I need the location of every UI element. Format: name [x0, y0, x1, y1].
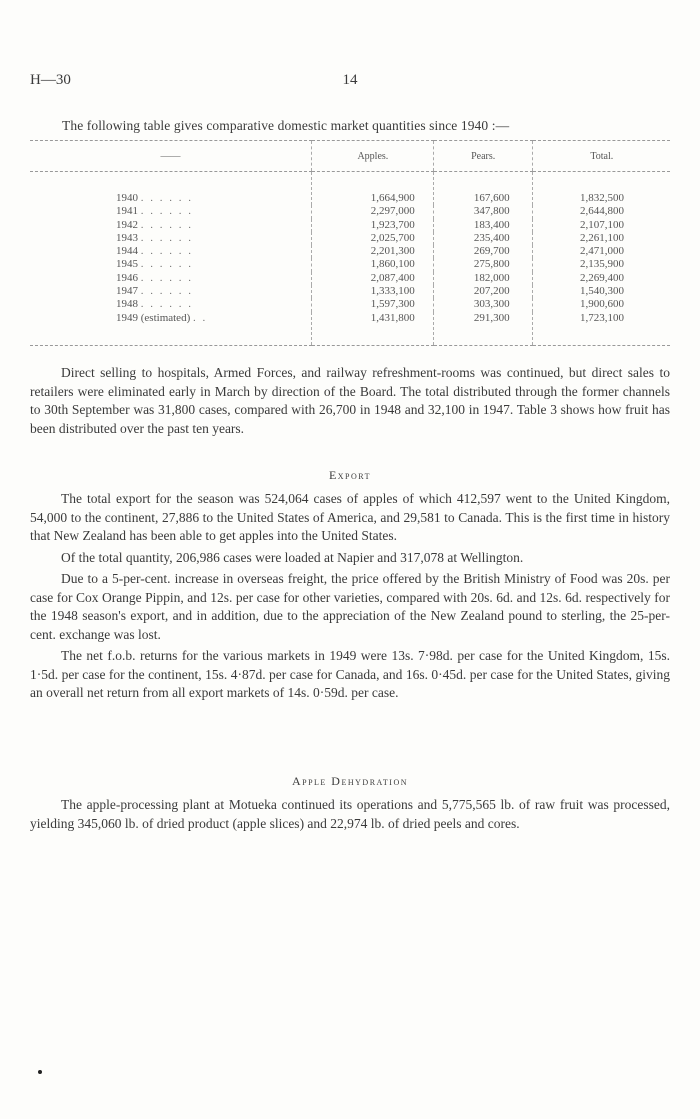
cell-apples: 1,860,100: [311, 258, 433, 271]
row-label: 1941 . . . . . .: [116, 205, 193, 218]
table-row: [30, 172, 670, 206]
cell-total: 2,269,400: [532, 272, 670, 285]
column-header-pears: Pears.: [433, 141, 532, 172]
cell-apples: 2,201,300: [311, 245, 433, 258]
cell-total: 2,135,900: [532, 258, 670, 271]
row-label: 1948 . . . . . .: [116, 298, 193, 311]
cell-apples: 1,333,100: [311, 285, 433, 298]
cell-total: 1,900,600: [532, 298, 670, 311]
cell-total: 2,261,100: [532, 232, 670, 245]
cell-apples: 1,923,700: [311, 219, 433, 232]
export-section: [30, 490, 670, 703]
cell-total: 2,471,000: [532, 245, 670, 258]
column-header-apples: Apples.: [311, 141, 433, 172]
cell-apples: 1,664,900: [311, 172, 433, 206]
table-row: [30, 205, 670, 218]
row-label: 1944 . . . . . .: [116, 245, 193, 258]
row-label: 1947 . . . . . .: [116, 285, 193, 298]
direct-selling-section: [30, 364, 670, 438]
row-label: 1942 . . . . . .: [116, 218, 193, 231]
table-intro: The following table gives comparative domestic market quantities since 1940 :—: [62, 118, 510, 133]
cell-total: 2,644,800: [532, 205, 670, 218]
table-row: [30, 272, 670, 285]
column-header-total: Total.: [532, 141, 670, 172]
cell-total: 1,832,500: [532, 172, 670, 206]
table-row: [30, 258, 670, 271]
row-label: 1940 . . . . . .: [116, 192, 193, 204]
cell-total: 1,540,300: [532, 285, 670, 298]
cell-pears: 275,800: [433, 258, 532, 271]
cell-pears: 183,400: [433, 219, 532, 232]
export-paragraph-prices: Due to a 5-per-cent. increase in overseas freight, the price offered by the British Ministry of Food was 20s. per case for Cox Orange Pippin, and 12s. per case for other varieties, compared with 20s. 6d. and 12s. 6d. respectively for the 1948 season's export, and in addition, due to the appreciation of the New Zealand pound to sterling, the 25-per-cent. exchange was lost.: [30, 571, 670, 642]
export-heading: Export: [328, 468, 372, 482]
cell-total: 1,723,100: [532, 312, 670, 346]
row-label: 1943 . . . . . .: [116, 231, 193, 244]
table-row: [30, 312, 670, 346]
page-number: 14: [342, 72, 358, 88]
row-label: 1949 (estimated) . .: [30, 312, 311, 346]
direct-selling-paragraph: Direct selling to hospitals, Armed Forces, and railway refreshment-rooms was continued, but direct sales to retailers were eliminated early in March by direction of the Board. The total distributed through the former channels to 30th September was 31,800 cases, compared with 26,700 in 1948 and 32,100 in 1947. Table 3 shows how fruit has been distributed over the past ten years.: [30, 365, 670, 436]
dehydration-heading: Apple Dehydration: [291, 774, 409, 788]
market-quantities-table: [30, 140, 670, 346]
stray-mark: [38, 1070, 42, 1074]
table-row: [30, 285, 670, 298]
table-row: [30, 232, 670, 245]
row-label: 1945 . . . . . .: [116, 258, 193, 271]
cell-apples: 1,597,300: [311, 298, 433, 311]
column-header-year: ——: [30, 141, 311, 172]
table-header-row: [30, 141, 670, 172]
cell-pears: 291,300: [433, 312, 532, 346]
cell-total: 2,107,100: [532, 219, 670, 232]
table-row: [30, 219, 670, 232]
report-code: H—30: [30, 72, 71, 88]
cell-apples: 2,025,700: [311, 232, 433, 245]
cell-pears: 269,700: [433, 245, 532, 258]
cell-pears: 235,400: [433, 232, 532, 245]
cell-pears: 347,800: [433, 205, 532, 218]
cell-pears: 303,300: [433, 298, 532, 311]
dehydration-section: [30, 796, 670, 833]
cell-pears: 182,000: [433, 272, 532, 285]
cell-apples: 2,297,000: [311, 205, 433, 218]
export-paragraph-returns: The net f.o.b. returns for the various markets in 1949 were 13s. 7·98d. per case for the United Kingdom, 15s. 1·5d. per case for the continent, 15s. 4·87d. per case for Canada, and 16s. 0·45d. per case for the United States, giving an overall net return from all export markets of 14s. 0·59d. per case.: [30, 648, 670, 700]
cell-apples: 2,087,400: [311, 272, 433, 285]
cell-apples: 1,431,800: [311, 312, 433, 346]
export-paragraph-ports: Of the total quantity, 206,986 cases were loaded at Napier and 317,078 at Wellington.: [61, 549, 524, 565]
dehydration-paragraph: The apple-processing plant at Motueka continued its operations and 5,775,565 lb. of raw fruit was processed, yielding 345,060 lb. of dried product (apple slices) and 22,974 lb. of dried peels and cores.: [30, 797, 670, 831]
row-label: 1946 . . . . . .: [116, 271, 193, 284]
export-paragraph-totals: The total export for the season was 524,064 cases of apples of which 412,597 went to the United Kingdom, 54,000 to the continent, 27,886 to the United States of America, and 29,581 to Canada. This is the first time in history that New Zealand has been able to get apples into the United States.: [30, 491, 670, 543]
cell-pears: 167,600: [433, 172, 532, 206]
table-row: [30, 245, 670, 258]
cell-pears: 207,200: [433, 285, 532, 298]
page-header: [30, 72, 670, 92]
table-row: [30, 298, 670, 311]
